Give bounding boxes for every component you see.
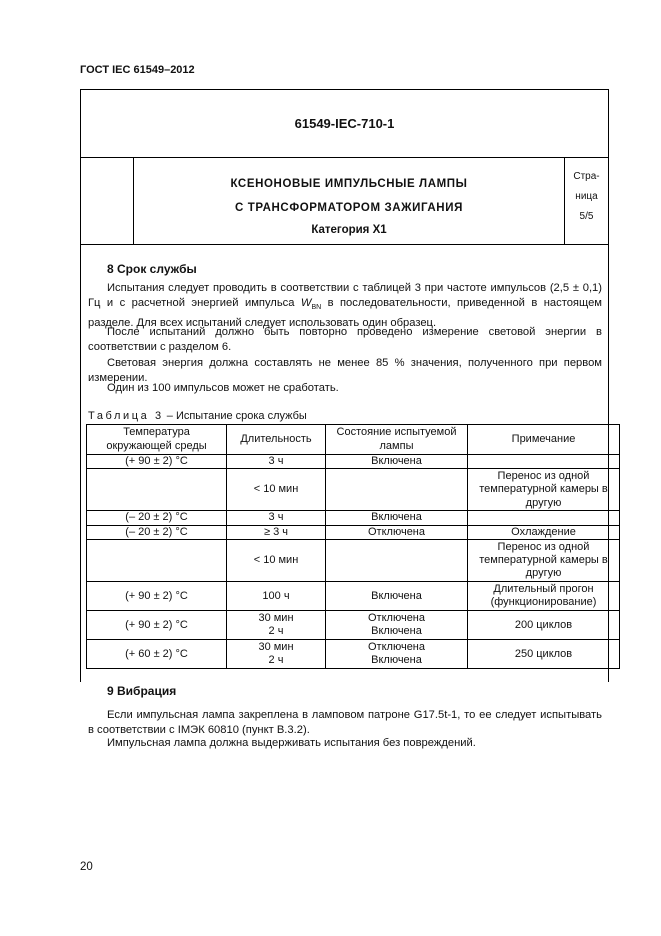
page-number: 20 [80,861,93,873]
p1-symbol-sub: BN [311,304,322,312]
sheet-category: Категория X1 [311,224,387,236]
table-cell [468,455,620,469]
table-row [87,540,620,582]
table-caption-text: – Испытание срока службы [163,410,307,422]
p1-text-a: Испытания следует проводить в соответствии с таблицей 3 при частоте импульсов (2,5 ± 0,1) Гц и с расчетной энергией импульса [88,282,602,310]
table-cell: (+ 90 ± 2) °С [87,455,227,469]
table-cell: Отключена Включена [326,611,468,640]
table-row [87,511,620,525]
table-cell: Длительный прогон (функционирование) [468,582,620,611]
table-cell: Отключена Включена [326,640,468,669]
table-cell [468,511,620,525]
table-row [87,455,620,469]
table-row [87,469,620,511]
table-cell: < 10 мин [227,469,326,511]
header-temperature: Температура окружающей среды [87,425,227,455]
table-cell: (+ 90 ± 2) °С [87,611,227,640]
section-8-heading: 8 Срок службы [107,262,197,276]
section-9-paragraph-2: Импульсная лампа должна выдерживать испытания без повреждений. [107,737,476,749]
section-8-paragraph-3: Световая энергия должна составлять не менее 85 % значения, полученного при первом измерении. [88,357,602,385]
section-8-paragraph-1 [88,281,602,331]
table-cell: Перенос из одной температурной камеры в другую [468,540,620,582]
table-cell: 200 циклов [468,611,620,640]
table-cell: Включена [326,455,468,469]
table-cell [87,540,227,582]
table-caption-label: Таблица 3 [88,410,164,422]
table-cell: 100 ч [227,582,326,611]
table-cell: Включена [326,582,468,611]
p1-text-b: в последовательности, приведенной в настоящем разделе. Для всех испытаний следует использовать один образец. [88,297,602,330]
title-left-cell [81,157,134,244]
section-8-paragraph-2: После испытаний должно быть повторно проведено измерение световой энергии в соответствии с разделом 6. [88,326,602,354]
header-duration: Длительность [227,425,326,455]
table-cell [87,469,227,511]
table-cell: Перенос из одной температурной камеры в другую [468,469,620,511]
section-9-paragraph-1: Если импульсная лампа закреплена в ламповом патроне G17.5t-1, то ее следует испытывать в соответствии с IMЭК 60810 (пункт В.3.2). [88,709,602,737]
sheet-title-line-2: С ТРАНСФОРМАТОРОМ ЗАЖИГАНИЯ [235,202,463,214]
table-header-row [87,425,620,455]
table-cell: < 10 мин [227,540,326,582]
table-cell: 30 мин 2 ч [227,611,326,640]
table-cell: 3 ч [227,511,326,525]
header-note: Примечание [468,425,620,455]
standard-designation: ГОСТ IEC 61549–2012 [80,64,195,76]
table-cell: (– 20 ± 2) °С [87,511,227,525]
title-center-cell [134,157,564,244]
table-cell: 30 мин 2 ч [227,640,326,669]
table-cell: 250 циклов [468,640,620,669]
sheet-page-cell [564,157,608,244]
table-row [87,640,620,669]
table-cell: 3 ч [227,455,326,469]
sheet-title-line-1: КСЕНОНОВЫЕ ИМПУЛЬСНЫЕ ЛАМПЫ [230,178,468,190]
table-cell [326,469,468,511]
section-8-paragraph-4: Один из 100 импульсов может не сработать. [107,382,339,394]
sheet-title-block [81,157,608,245]
table-row [87,582,620,611]
page-label-2: ница [575,191,598,202]
table-cell: (+ 60 ± 2) °С [87,640,227,669]
header-lamp-state: Состояние испытуемой лампы [326,425,468,455]
table-cell: Охлаждение [468,525,620,539]
table-caption [88,410,307,422]
page-value: 5/5 [579,211,594,222]
table-cell [326,540,468,582]
table-row [87,525,620,539]
table-cell: Отключена [326,525,468,539]
table-row [87,611,620,640]
table-cell: (+ 90 ± 2) °С [87,582,227,611]
page-label-1: Стра- [573,171,600,182]
p1-symbol-w: W [300,297,312,310]
life-test-table [86,424,620,669]
section-9-heading: 9 Вибрация [107,684,177,698]
table-cell: (– 20 ± 2) °С [87,525,227,539]
table-cell: Включена [326,511,468,525]
sheet-code: 61549-IEC-710-1 [81,90,608,158]
table-cell: ≥ 3 ч [227,525,326,539]
